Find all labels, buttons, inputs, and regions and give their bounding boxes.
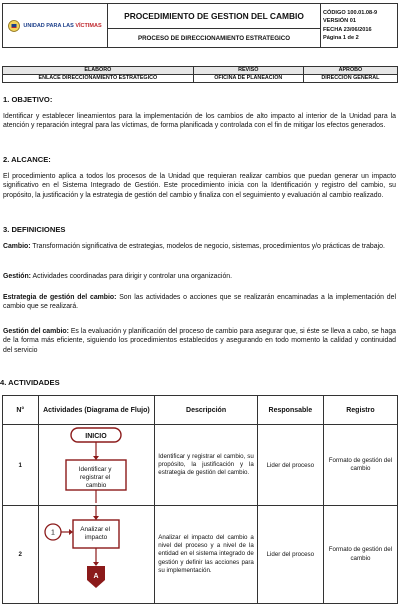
connector-label: 1 [50,529,55,537]
value-aprobo: DIRECCION GENERAL [303,75,397,83]
row-description: Analizar el impacto del cambio a nivel del proceso y a nivel de la entidad en el sistema integrado de gestión y definir las acciones para su implementación. [155,506,258,604]
unidad-victimas-logo [5,20,105,32]
label-elaboro: ELABORO [3,67,194,75]
section-actividades-title: 4. ACTIVIDADES [0,378,60,387]
process-box-line-2: impacto [84,534,107,541]
offpage-label: A [93,573,99,580]
definition-gestion-term: Gestión: [3,273,31,280]
doc-page: Página 1 de 2 [323,34,359,41]
row-record: Formato de gestión del cambio [323,506,397,604]
process-box-line-1: Analizar el [79,526,110,533]
section-alcance-title: 2. ALCANCE: [3,155,51,164]
definition-gestion-cambio-text: Es la evaluación y planificación del proceso de cambio para asegurar que, si éste se lleva a cabo, se haga de la forma más eficiente, siguiendo los procedimientos establecidos y asegurando en todo momento la calidad y continuidad del servicio [3,328,396,354]
definition-gestion-cambio [3,327,396,355]
activities-table [2,395,398,604]
row-responsible: Lider del proceso [257,425,323,506]
header-record: Registro [323,396,397,425]
definition-estrategia-text: Son las actividades o acciones que se realizarán encaminadas a la implementación del cambio que se realizará. [3,294,396,311]
process-box-line-2: registrar el [79,474,110,481]
logo-cell [3,4,108,48]
row-number: 2 [3,506,39,604]
label-aprobo: APROBO [303,67,397,75]
definition-gestion-cambio-term: Gestión del cambio: [3,328,69,335]
row-record: Formato de gestión del cambio [323,425,397,506]
definition-cambio-text: Transformación significativa de estrategias, modelos de negocio, sistemas, procedimientos y/o prácticas de trabajo. [30,243,385,250]
process-subtitle: PROCESO DE DIRECCIONAMIENTO ESTRATEGICO [108,29,321,48]
definition-estrategia [3,293,396,312]
svg-text:Analizar el impact [80,526,112,541]
definition-gestion-text: Actividades coordinadas para dirigir y controlar una organización. [30,273,233,280]
value-elaboro: ENLACE DIRECCIONAMIENTO ESTRATEGICO [3,75,194,83]
row-description: Identificar y registrar el cambio, su propósito, la justificación y la estrategia de gestión del cambio. [155,425,258,506]
table-row [3,506,398,604]
definition-cambio [3,242,396,251]
row-number: 1 [3,425,39,506]
label-reviso: REVISÓ [193,67,303,75]
header-n: N° [3,396,39,425]
value-reviso: OFICINA DE PLANEACION [193,75,303,83]
section-alcance-text: El procedimiento aplica a todos los procesos de la Unidad que requieran realizar cambios que puedan generar un impacto significativo en el Sistema Integrado de Gestión. Este procedimiento inicia con la Identificación y registro del cambio, su propósito, la justificación y la estrategia de gestión del cambio y finaliza con el seguimiento y evaluación al cambio realizado. [3,173,396,199]
signature-table [2,66,398,83]
doc-date: FECHA 23/06/2016 [323,26,372,33]
header-activities: Actividades (Diagrama de Flujo) [38,396,155,425]
doc-code: CÓDIGO 100.01.08-9 [323,9,378,16]
document-header [2,3,398,48]
table-row [3,425,398,506]
arrowhead-icon [93,562,99,566]
doc-version: VERSIÓN 01 [323,18,356,25]
logo-text-1: UNIDAD PARA LAS [23,22,74,29]
logo-text-2: VÍCTIMAS [75,22,102,29]
flow-cell [38,425,155,506]
definition-gestion [3,272,396,281]
document-meta [321,4,398,48]
section-definiciones-title: 3. DEFINICIONES [3,225,66,234]
section-objetivo-text: Identificar y establecer lineamientos para la implementación de los cambios de alto impacto al interior de la Unidad para la atención y reparación integral para las víctimas, de forma planificada y controlada con el fin de mitigar los efectos generados. [3,113,396,130]
table-header-row [3,396,398,425]
header-responsible: Responsable [257,396,323,425]
section-objetivo-title: 1. OBJETIVO: [3,95,53,104]
flowchart-step-2 [39,506,153,601]
procedure-title: PROCEDIMIENTO DE GESTION DEL CAMBIO [108,4,321,29]
flowchart-step-1 [39,425,153,503]
row-responsible: Lider del proceso [257,506,323,604]
process-box-line-1: Identificar y [78,466,111,473]
definition-estrategia-term: Estrategia de gestión del cambio: [3,294,117,301]
process-box-line-3: cambio [85,482,106,489]
start-label: INICIO [84,433,107,440]
seal-icon [8,20,20,32]
definition-cambio-term: Cambio: [3,243,31,250]
flow-cell [38,506,155,604]
header-description: Descripción [155,396,258,425]
